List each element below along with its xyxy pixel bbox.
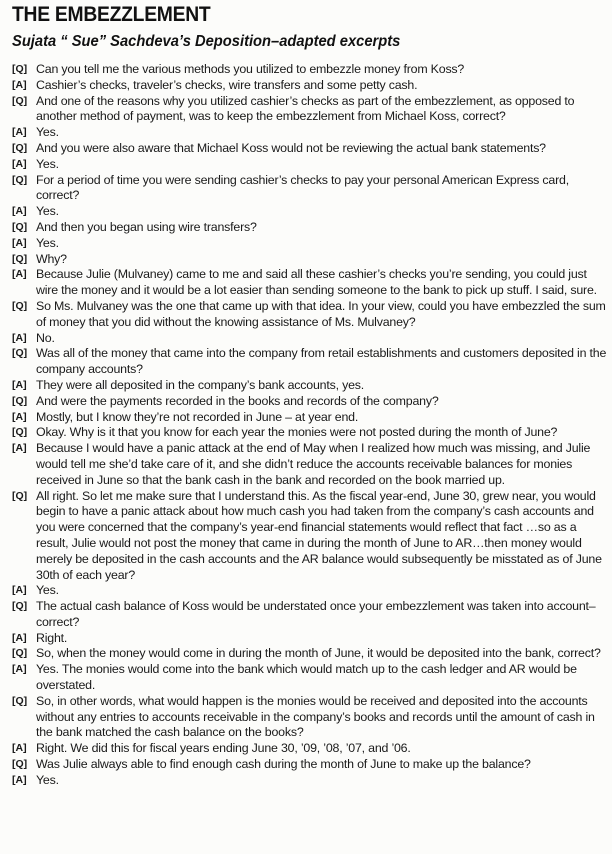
answer-text: Because Julie (Mulvaney) came to me and said all these cashier’s checks you’re sending, you could just wire the money and it would be a lot easier than sending someone to the bank to pick up stuff. I said, sure. [36, 267, 597, 298]
question-text: And were the payments recorded in the books and records of the company? [36, 393, 439, 408]
question-tag: [Q] [12, 94, 28, 107]
answer-tag: [A] [12, 157, 27, 170]
question-tag: [Q] [12, 220, 28, 233]
answer-text: Right. [36, 630, 68, 645]
answer-tag: [A] [12, 268, 27, 281]
question-tag: [Q] [12, 489, 28, 502]
question-text: The actual cash balance of Koss would be understated once your embezzlement was taken into account–correct? [36, 599, 596, 629]
answer-row [12, 410, 610, 426]
question-text: Was Julie always able to find enough cash during the month of June to make up the balance? [36, 757, 531, 772]
answer-row [12, 662, 610, 694]
question-row [12, 62, 610, 78]
question-row [12, 173, 610, 205]
answer-tag: [A] [12, 442, 27, 455]
answer-tag: [A] [12, 631, 27, 644]
question-row [12, 346, 610, 378]
answer-text: Mostly, but I know they’re not recorded in June – at year end. [36, 409, 359, 424]
question-row [12, 252, 610, 268]
question-row [12, 394, 610, 410]
answer-tag: [A] [12, 78, 27, 91]
answer-row [12, 331, 610, 347]
answer-row [12, 741, 610, 757]
answer-row [12, 583, 610, 599]
answer-tag: [A] [12, 663, 27, 676]
answer-text: Yes. [36, 204, 59, 219]
question-tag: [Q] [12, 758, 28, 771]
page-subtitle: Sujata “ Sue” Sachdeva’s Deposition–adapted excerpts [12, 33, 401, 50]
question-text: For a period of time you were sending cashier’s checks to pay your personal American Express card, correct? [36, 172, 569, 203]
answer-row [12, 441, 610, 488]
question-text: Okay. Why is it that you know for each year the monies were not posted during the month of June? [36, 425, 558, 440]
question-row [12, 599, 610, 631]
answer-text: Right. We did this for fiscal years ending June 30, ’09, ’08, ’07, and ’06. [36, 741, 411, 756]
question-tag: [Q] [12, 426, 28, 439]
answer-text: Yes. [36, 235, 59, 250]
answer-text: Yes. [36, 772, 59, 787]
question-tag: [Q] [12, 63, 28, 75]
question-tag: [Q] [12, 299, 28, 312]
answer-text: Yes. [36, 156, 59, 171]
answer-tag: [A] [12, 331, 27, 344]
question-row [12, 94, 610, 126]
answer-text: They were all deposited in the company’s bank accounts, yes. [36, 377, 365, 392]
question-row [12, 646, 610, 662]
answer-tag: [A] [12, 410, 27, 423]
answer-text: No. [36, 330, 55, 345]
answer-tag: [A] [12, 126, 27, 139]
question-tag: [Q] [12, 173, 28, 186]
answer-text: Cashier’s checks, traveler’s checks, wire transfers and some petty cash. [36, 77, 418, 92]
question-text: So Ms. Mulvaney was the one that came up with that idea. In your view, could you have embezzled the sum of money that you did without the knowing assistance of Ms. Mulvaney? [36, 298, 606, 329]
answer-tag: [A] [12, 236, 27, 249]
answer-text: Yes. [36, 583, 59, 598]
deposition-transcript [12, 62, 610, 789]
question-tag: [Q] [12, 141, 28, 154]
question-row [12, 489, 610, 584]
question-row [12, 757, 610, 773]
answer-text: Because I would have a panic attack at the end of May when I realized how much was missing, and Julie would tell me she’d take care of it, and she didn’t reduce the accounts receivable balances for monies received in June so that the bank cash in the bank and recorded on the book married up. [36, 441, 591, 487]
question-text: Was all of the money that came into the company from retail establishments and customers deposited in the company accounts? [36, 346, 607, 377]
question-row [12, 694, 610, 741]
answer-row [12, 631, 610, 647]
answer-tag: [A] [12, 742, 27, 755]
answer-row [12, 157, 610, 173]
question-row [12, 299, 610, 331]
question-row [12, 220, 610, 236]
question-tag: [Q] [12, 694, 28, 707]
page-title: THE EMBEZZLEMENT [12, 3, 211, 26]
question-text: So, when the money would come in during the month of June, it would be deposited into the bank, correct? [36, 646, 601, 661]
question-text: All right. So let me make sure that I understand this. As the fiscal year-end, June 30, grew near, you would begin to have a panic attack about how much cash you had taken from the company’s cash accounts and you were concerned that the company’s year-end financial statements would reflect that fact …so as a result, Julie would not post the money that came in during the month of June to AR…then money would merely be deposited in the cash accounts and the AR balance would subsequently be misstated as of June 30th of each year? [36, 488, 602, 582]
answer-row [12, 773, 610, 789]
answer-row [12, 78, 610, 94]
question-tag: [Q] [12, 347, 28, 360]
answer-row [12, 267, 610, 299]
answer-tag: [A] [12, 773, 27, 786]
question-row [12, 425, 610, 441]
question-tag: [Q] [12, 600, 28, 613]
question-tag: [Q] [12, 394, 28, 407]
answer-tag: [A] [12, 205, 27, 218]
question-text: So, in other words, what would happen is the monies would be received and deposited into the accounts without any entries to accounts receivable in the company’s books and records until the amount of cash in the bank matched the cash balance on the books? [36, 693, 595, 740]
answer-row [12, 236, 610, 252]
answer-row [12, 204, 610, 220]
question-row [12, 141, 610, 157]
question-text: And you were also aware that Michael Koss would not be reviewing the actual bank statements? [36, 140, 546, 155]
answer-row [12, 378, 610, 394]
answer-text: Yes. The monies would come into the bank which would match up to the cash ledger and AR would be overstated. [36, 662, 577, 693]
answer-tag: [A] [12, 378, 27, 391]
question-tag: [Q] [12, 647, 28, 660]
answer-row [12, 125, 610, 141]
question-tag: [Q] [12, 252, 28, 265]
answer-tag: [A] [12, 584, 27, 597]
question-text: Can you tell me the various methods you utilized to embezzle money from Koss? [36, 62, 465, 76]
question-text: And one of the reasons why you utilized cashier’s checks as part of the embezzlement, as opposed to another method of payment, was to keep the embezzlement from Michael Koss, correct? [36, 93, 575, 124]
answer-text: Yes. [36, 125, 59, 140]
question-text: Why? [36, 251, 67, 266]
question-text: And then you began using wire transfers? [36, 219, 257, 234]
